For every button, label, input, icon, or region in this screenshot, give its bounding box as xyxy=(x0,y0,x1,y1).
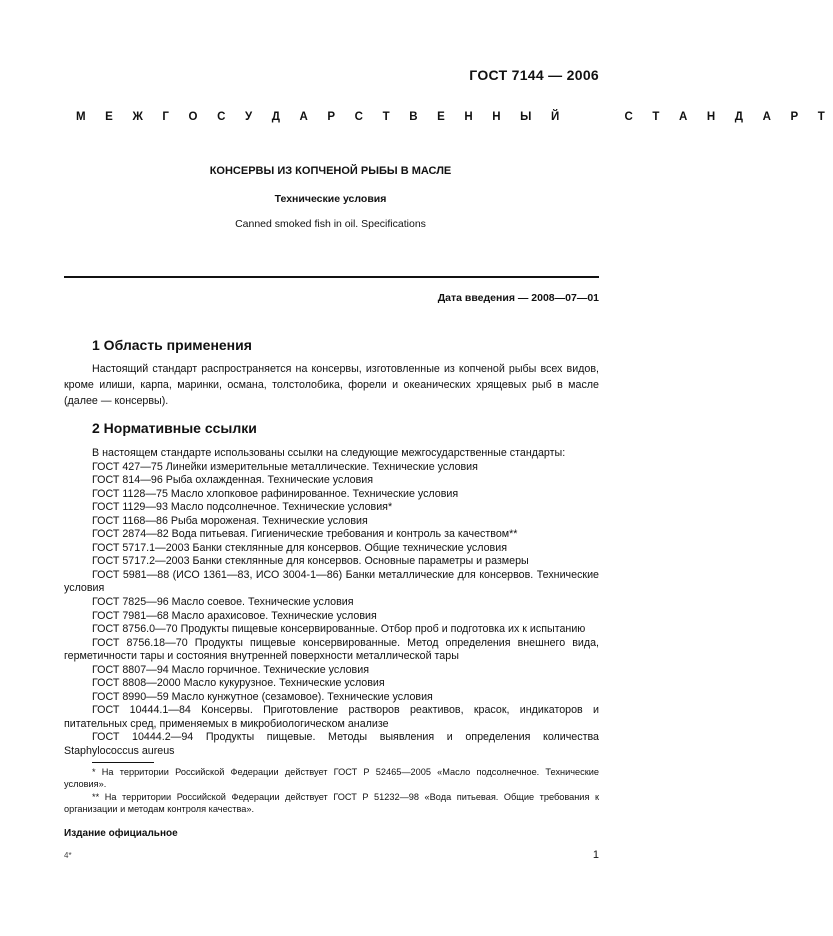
list-item: ГОСТ 2874—82 Вода питьевая. Гигиенические требования и контроль за качеством** xyxy=(92,528,518,541)
list-item: ГОСТ 8807—94 Масло горчичное. Технические условия xyxy=(92,663,369,676)
list-item: ГОСТ 5981—88 (ИСО 1361—83, ИСО 3004-1—86) Банки металлические для консервов. Технические условия xyxy=(64,568,599,595)
list-item: ГОСТ 5717.2—2003 Банки стеклянные для консервов. Основные параметры и размеры xyxy=(92,555,529,568)
list-item: ГОСТ 8808—2000 Масло кукурузное. Технические условия xyxy=(92,677,385,690)
list-item: ГОСТ 8756.0—70 Продукты пищевые консервированные. Отбор проб и подготовка их к испытанию xyxy=(92,623,586,636)
english-title: Canned smoked fish in oil. Specifications xyxy=(235,218,426,230)
footnote-divider xyxy=(92,762,154,763)
list-item: ГОСТ 10444.2—94 Продукты пищевые. Методы выявления и определения количества Staphylococcus aureus xyxy=(64,731,599,758)
footnote-2: ** На территории Российской Федерации действует ГОСТ Р 51232—98 «Вода питьевая. Общие требования к организации и методам контроля качества». xyxy=(64,791,599,815)
print-mark: 4* xyxy=(64,851,72,860)
intro-date: Дата введения — 2008—07—01 xyxy=(437,292,599,304)
list-item: ГОСТ 1168—86 Рыба мороженая. Технические условия xyxy=(92,514,368,527)
page-number: 1 xyxy=(592,849,599,861)
standard-banner: М Е Ж Г О С У Д А Р С Т В Е Н Н Ы Й С Т А Н Д А Р Т xyxy=(76,111,833,123)
list-item: ГОСТ 8756.18—70 Продукты пищевые консервированные. Метод определения внешнего вида, герметичности тары и состояния внутренней поверхности металлической тары xyxy=(64,636,599,663)
title-divider xyxy=(64,276,599,278)
section-2-heading: 2 Нормативные ссылки xyxy=(92,420,257,436)
normative-references-list xyxy=(64,447,599,759)
official-edition-label: Издание официальное xyxy=(64,828,178,839)
list-item: ГОСТ 7981—68 Масло арахисовое. Технические условия xyxy=(92,609,377,622)
document-code: ГОСТ 7144 — 2006 xyxy=(469,67,599,83)
footnote-1: * На территории Российской Федерации действует ГОСТ Р 52465—2005 «Масло подсолнечное. Технические условия». xyxy=(64,767,599,790)
list-item: В настоящем стандарте использованы ссылки на следующие межгосударственные стандарты: xyxy=(92,447,566,459)
list-item: ГОСТ 7825—96 Масло соевое. Технические условия xyxy=(92,596,354,609)
footnotes xyxy=(64,766,599,816)
list-item: ГОСТ 10444.1—84 Консервы. Приготовление растворов реактивов, красок, индикаторов и питательных сред, применяемых в микробиологическом анализе xyxy=(64,704,599,730)
list-item: ГОСТ 1128—75 Масло хлопковое рафинированное. Технические условия xyxy=(92,487,459,500)
section-1-text: Настоящий стандарт распространяется на консервы, изготовленные из копченой рыбы всех видов, кроме илиши, карпа, маринки, османа, толстолобика, форели и океанических хрящевых рыб в масле (далее — консервы). xyxy=(64,363,599,407)
document-title: КОНСЕРВЫ ИЗ КОПЧЕНОЙ РЫБЫ В МАСЛЕ xyxy=(209,165,452,177)
list-item: ГОСТ 814—96 Рыба охлажденная. Технические условия xyxy=(92,474,374,487)
section-1-heading: 1 Область применения xyxy=(92,337,252,353)
document-subtitle: Технические условия xyxy=(274,193,387,205)
list-item: ГОСТ 1129—93 Масло подсолнечное. Технические условия* xyxy=(92,501,393,514)
list-item: ГОСТ 5717.1—2003 Банки стеклянные для консервов. Общие технические условия xyxy=(92,541,507,554)
list-item: ГОСТ 8990—59 Масло кунжутное (сезамовое). Технические условия xyxy=(92,690,433,703)
list-item: ГОСТ 427—75 Линейки измерительные металлические. Технические условия xyxy=(92,460,478,473)
